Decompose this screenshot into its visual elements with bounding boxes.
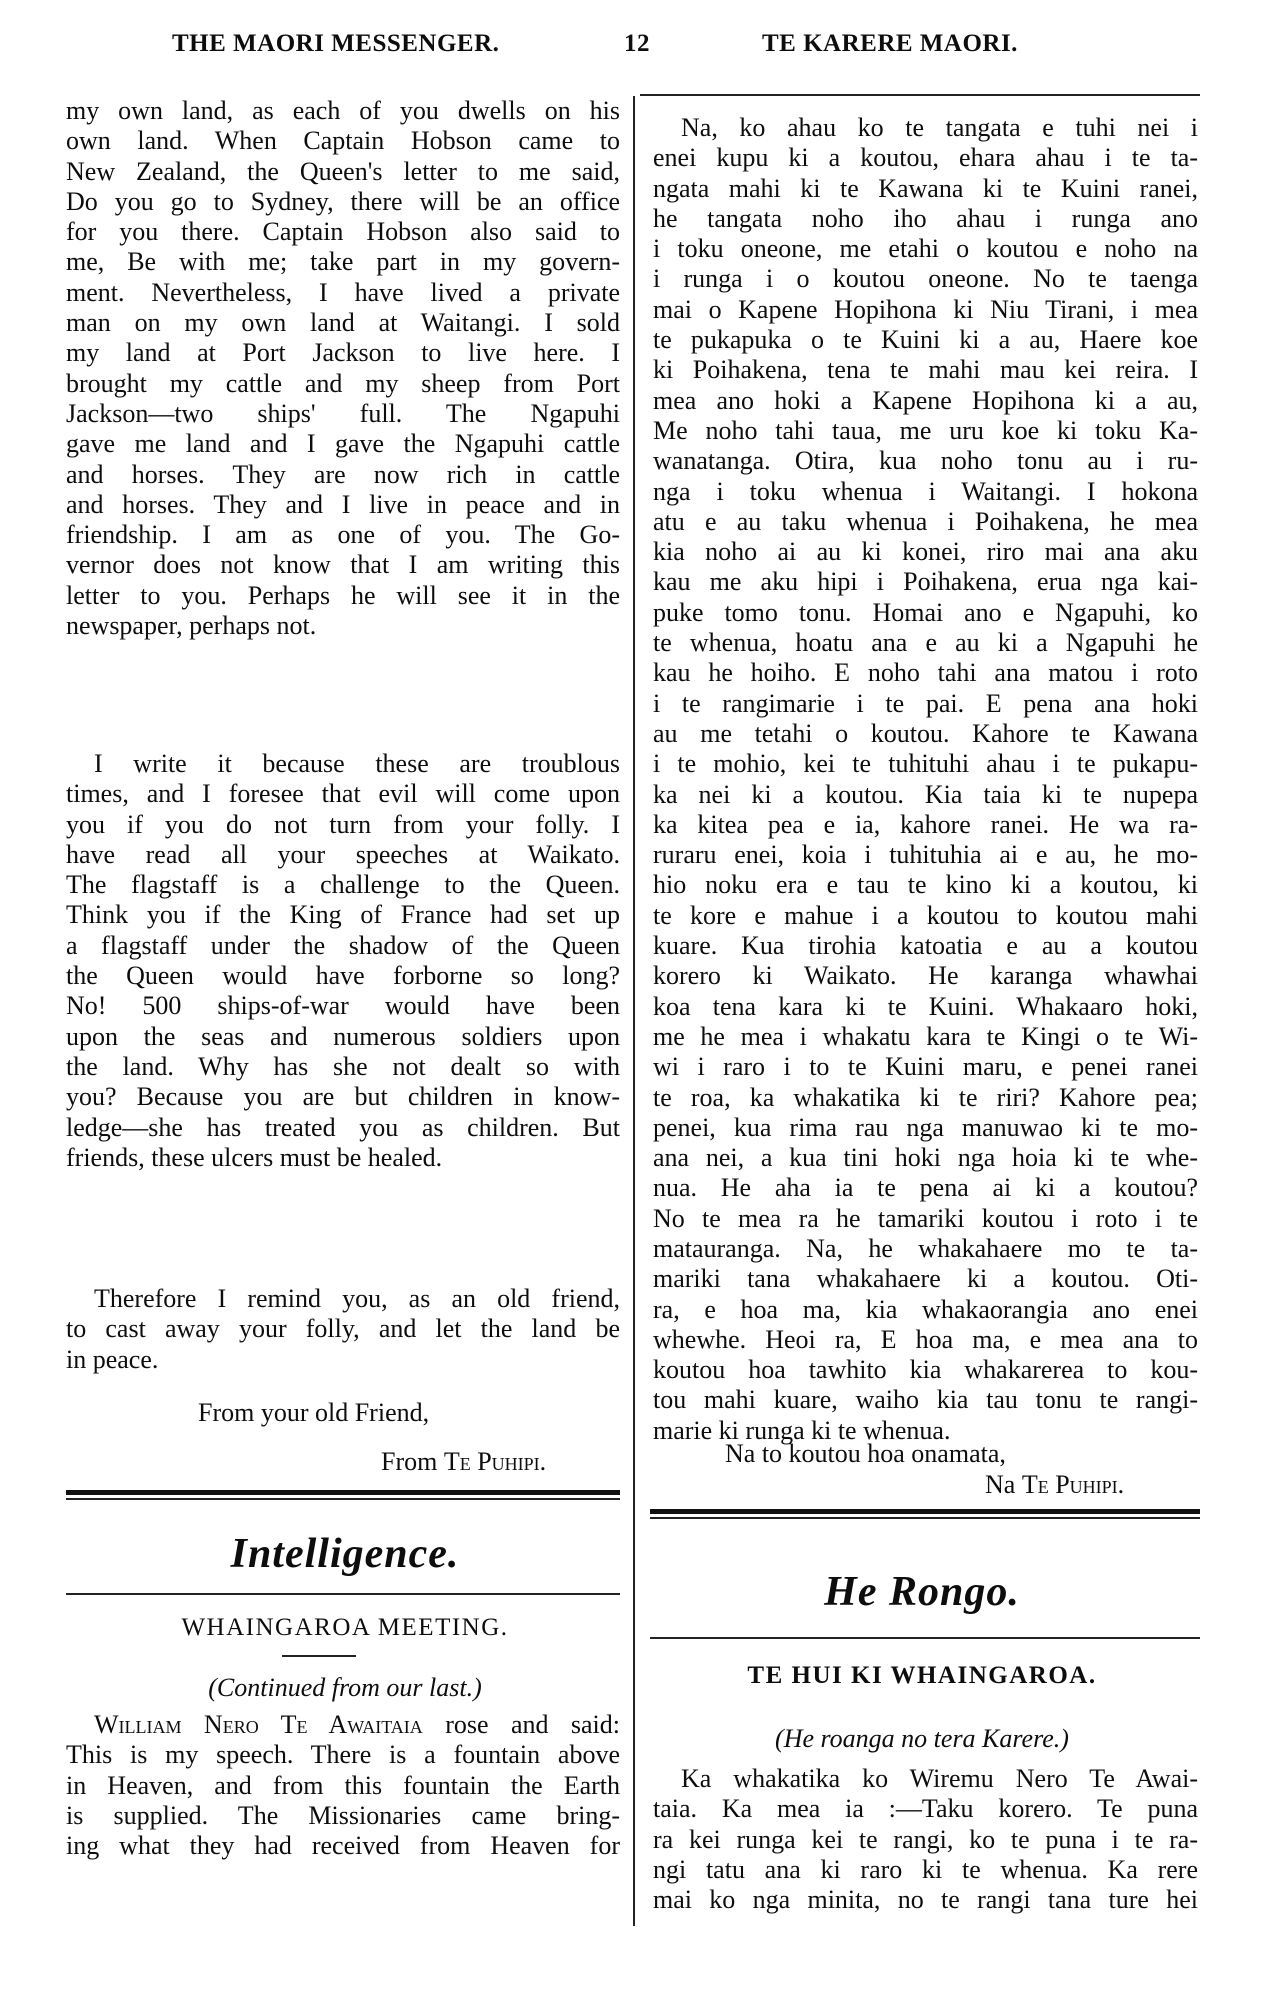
text-line: No! 500 ships-of-war would have been: [66, 991, 620, 1021]
section-title-he-rongo: He Rongo.: [824, 1569, 1020, 1615]
text-line: te pukapuka o te Kuini ki a au, Haere koe: [653, 325, 1198, 355]
article-subtitle: (He roanga no tera Karere.): [775, 1724, 1069, 1753]
text-line: ka nei ki a koutou. Kia taia ki te nupepa: [653, 779, 1198, 809]
text-line: friends, these ulcers must be healed.: [66, 1142, 443, 1172]
text-line: Think you if the King of France had set up: [66, 900, 620, 930]
section-double-rule-thick: [650, 1509, 1200, 1514]
text-line: mai o Kapene Hopihona ki Niu Tirani, i mea: [653, 294, 1198, 324]
text-line: The flagstaff is a challenge to the Queen.: [66, 870, 620, 900]
text-line: in peace.: [66, 1344, 159, 1374]
text-line: brought my cattle and my sheep from Port: [66, 368, 620, 398]
text-line: taia. Ka mea ia :—Taku korero. Te puna: [653, 1794, 1198, 1824]
text-line: koutou hoa tawhito kia whakarerea to kou-: [653, 1355, 1198, 1385]
text-line: te roa, ka whakatika ki te riri? Kahore pea;: [653, 1082, 1198, 1112]
text-line: te whenua, hoatu ana e au ki a Ngapuhi he: [653, 628, 1198, 658]
letter-paragraph-1: [66, 96, 620, 641]
text-line: ment. Nevertheless, I have lived a private: [66, 277, 620, 307]
maori-letter-closing: Na to koutou hoa onamata,: [725, 1439, 1006, 1468]
text-line: Jackson—two ships' full. The Ngapuhi: [66, 398, 620, 428]
text-line: ledge—she has treated you as children. But: [66, 1112, 620, 1142]
text-line: ra kei runga kei te rangi, ko te puna i te ra-: [653, 1824, 1198, 1854]
speaker-name: William Nero Te Awaitaia: [94, 1710, 423, 1739]
masthead-english-title: THE MAORI MESSENGER.: [172, 30, 500, 57]
text-line: for you there. Captain Hobson also said to: [66, 217, 620, 247]
article-subtitle: (Continued from our last.): [208, 1673, 482, 1702]
text-line: enei kupu ki a koutou, ehara ahau i te ta-: [653, 143, 1198, 173]
text-line: ruraru enei, koia i tuhituhia ai e au, he mo-: [653, 840, 1198, 870]
text-line: te kore e mahue i a koutou to koutou mahi: [653, 900, 1198, 930]
text-line: ing what they had received from Heaven for: [66, 1831, 620, 1861]
text-line: Do you go to Sydney, there will be an office: [66, 186, 620, 216]
masthead-maori-title: TE KARERE MAORI.: [762, 30, 1018, 57]
article-title: TE HUI KI WHAINGAROA.: [747, 1662, 1097, 1689]
text-line: man on my own land at Waitangi. I sold: [66, 308, 620, 338]
text-line: ra, e hoa ma, kia whakaorangia ano enei: [653, 1294, 1198, 1324]
text-line: a flagstaff under the shadow of the Queen: [66, 930, 620, 960]
short-rule: [282, 1655, 356, 1657]
section-double-rule-thick: [66, 1490, 620, 1495]
section-double-rule-thin: [650, 1517, 1200, 1519]
text-line: kia noho ai au ki konei, riro mai ana aku: [653, 537, 1198, 567]
text-line: mariki tana whakahaere ki a koutou. Oti-: [653, 1264, 1198, 1294]
text-line: tou mahi kuare, waiho kia tau tonu te rangi-: [653, 1385, 1198, 1415]
text-line: hio noku era e tau te kino ki a koutou, ki: [653, 870, 1198, 900]
text-line: me he mea i whakatu kara te Kingi o te Wi-: [653, 1021, 1198, 1051]
signature-from: Na: [985, 1470, 1016, 1499]
text-line: puke tomo tonu. Homai ano e Ngapuhi, ko: [653, 597, 1198, 627]
text-line: kau he hoiho. E noho tahi ana matou i roto: [653, 658, 1198, 688]
section-rule: [650, 1637, 1200, 1639]
text-line: No te mea ra he tamariki koutou i roto i te: [653, 1203, 1198, 1233]
text-line: nga i toku whenua i Waitangi. I hokona: [653, 476, 1198, 506]
text-line: This is my speech. There is a fountain above: [66, 1740, 620, 1770]
text-line: matauranga. Na, he whakahaere mo te ta-: [653, 1233, 1198, 1263]
text-line: you if you do not turn from your folly. I: [66, 809, 620, 839]
text-line: times, and I foresee that evil will come upon: [66, 779, 620, 809]
text-line: newspaper, perhaps not.: [66, 611, 317, 641]
text-line: penei, kua rima rau nga manuwao ki te mo-: [653, 1112, 1198, 1142]
maori-letter-signature: [985, 1470, 1124, 1500]
page-number: 12: [624, 30, 650, 57]
text-line: he tangata noho iho ahau i runga ano: [653, 203, 1198, 233]
signature-name: Te Puhipi.: [443, 1447, 547, 1476]
header-rule: [640, 94, 1200, 96]
text-line: Therefore I remind you, as an old friend,: [94, 1284, 620, 1313]
text-line: and horses. They are now rich in cattle: [66, 459, 620, 489]
letter-paragraph-3: [66, 1284, 620, 1375]
text-line: you? Because you are but children in know-: [66, 1082, 620, 1112]
section-double-rule-thin: [66, 1498, 620, 1500]
section-title-intelligence: Intelligence.: [230, 1531, 460, 1577]
text-line: nua. He aha ia te pena ai ki a koutou?: [653, 1173, 1198, 1203]
text-line: i te mohio, kei te tuhituhi ahau i te pukapu-: [653, 749, 1198, 779]
text-line: friendship. I am as one of you. The Go-: [66, 520, 620, 550]
text-line: wanatanga. Otira, kua noho tonu au i ru-: [653, 446, 1198, 476]
letter-signature: [381, 1447, 546, 1477]
text-line: Na, ko ahau ko te tangata e tuhi nei i: [681, 113, 1198, 142]
text-line: ngata mahi ki te Kawana ki te Kuini ranei,: [653, 173, 1198, 203]
text-line: the land. Why has she not dealt so with: [66, 1051, 620, 1081]
text-line: kau me aku hipi i Poihakena, erua nga kai-: [653, 567, 1198, 597]
text-line: I write it because these are troublous: [94, 749, 620, 778]
text-line: au me tetahi o koutou. Kahore te Kawana: [653, 718, 1198, 748]
text-line: ka kitea pea e ia, kahore ranei. He wa ra-: [653, 809, 1198, 839]
letter-closing: From your old Friend,: [198, 1398, 430, 1427]
text-line: ngi tatu ana ki raro ki te whenua. Ka rere: [653, 1854, 1198, 1884]
text-line: mea ano hoki a Kapene Hopihona ki a au,: [653, 385, 1198, 415]
signature-name: Te Puhipi.: [1021, 1470, 1125, 1499]
text-line: marie ki runga ki te whenua.: [653, 1415, 951, 1445]
signature-from: From: [381, 1447, 438, 1476]
text-line: and horses. They and I live in peace and in: [66, 489, 620, 519]
text-line: upon the seas and numerous soldiers upon: [66, 1021, 620, 1051]
article-paragraph: [66, 1710, 620, 1861]
text-line: ki Poihakena, tena te mahi mau kei reira. I: [653, 355, 1198, 385]
text-line: [66, 1710, 620, 1740]
column-divider: [633, 96, 635, 1926]
text-line: own land. When Captain Hobson came to: [66, 126, 620, 156]
text-line: i te rangimarie i te pai. E pena ana hoki: [653, 688, 1198, 718]
speaker-rest: rose and said:: [422, 1710, 620, 1739]
text-line: whewhe. Heoi ra, E hoa ma, e mea ana to: [653, 1324, 1198, 1354]
text-line: New Zealand, the Queen's letter to me said,: [66, 156, 620, 186]
text-line: wi i raro i to te Kuini maru, e penei ranei: [653, 1052, 1198, 1082]
text-line: Ka whakatika ko Wiremu Nero Te Awai-: [681, 1764, 1198, 1793]
text-line: letter to you. Perhaps he will see it in the: [66, 580, 620, 610]
text-line: my land at Port Jackson to live here. I: [66, 338, 620, 368]
text-line: have read all your speeches at Waikato.: [66, 839, 620, 869]
text-line: koa tena kara ki te Kuini. Whakaaro hoki,: [653, 991, 1198, 1021]
text-line: ana nei, a kua tini hoki nga hoia ki te whe-: [653, 1143, 1198, 1173]
text-line: in Heaven, and from this fountain the Earth: [66, 1770, 620, 1800]
section-rule: [66, 1593, 620, 1595]
text-line: Me noho tahi taua, me uru koe ki toku Ka-: [653, 415, 1198, 445]
text-line: to cast away your folly, and let the land be: [66, 1314, 620, 1344]
text-line: is supplied. The Missionaries came bring-: [66, 1800, 620, 1830]
text-line: kuare. Kua tirohia katoatia e au a koutou: [653, 931, 1198, 961]
text-line: my own land, as each of you dwells on his: [66, 96, 620, 125]
text-line: i runga i o koutou oneone. No te taenga: [653, 264, 1198, 294]
text-line: vernor does not know that I am writing this: [66, 550, 620, 580]
letter-paragraph-2: [66, 749, 620, 1173]
text-line: gave me land and I gave the Ngapuhi cattle: [66, 429, 620, 459]
text-line: korero ki Waikato. He karanga whawhai: [653, 961, 1198, 991]
text-line: i toku oneone, me etahi o koutou e noho na: [653, 234, 1198, 264]
text-line: atu e au taku whenua i Poihakena, he mea: [653, 506, 1198, 536]
text-line: the Queen would have forborne so long?: [66, 961, 620, 991]
text-line: mai ko nga minita, no te rangi tana ture hei: [653, 1885, 1198, 1915]
text-line: me, Be with me; take part in my govern-: [66, 247, 620, 277]
maori-letter-paragraph: [653, 113, 1198, 1446]
article-title: WHAINGAROA MEETING.: [181, 1614, 509, 1641]
article-paragraph: [653, 1764, 1198, 1915]
